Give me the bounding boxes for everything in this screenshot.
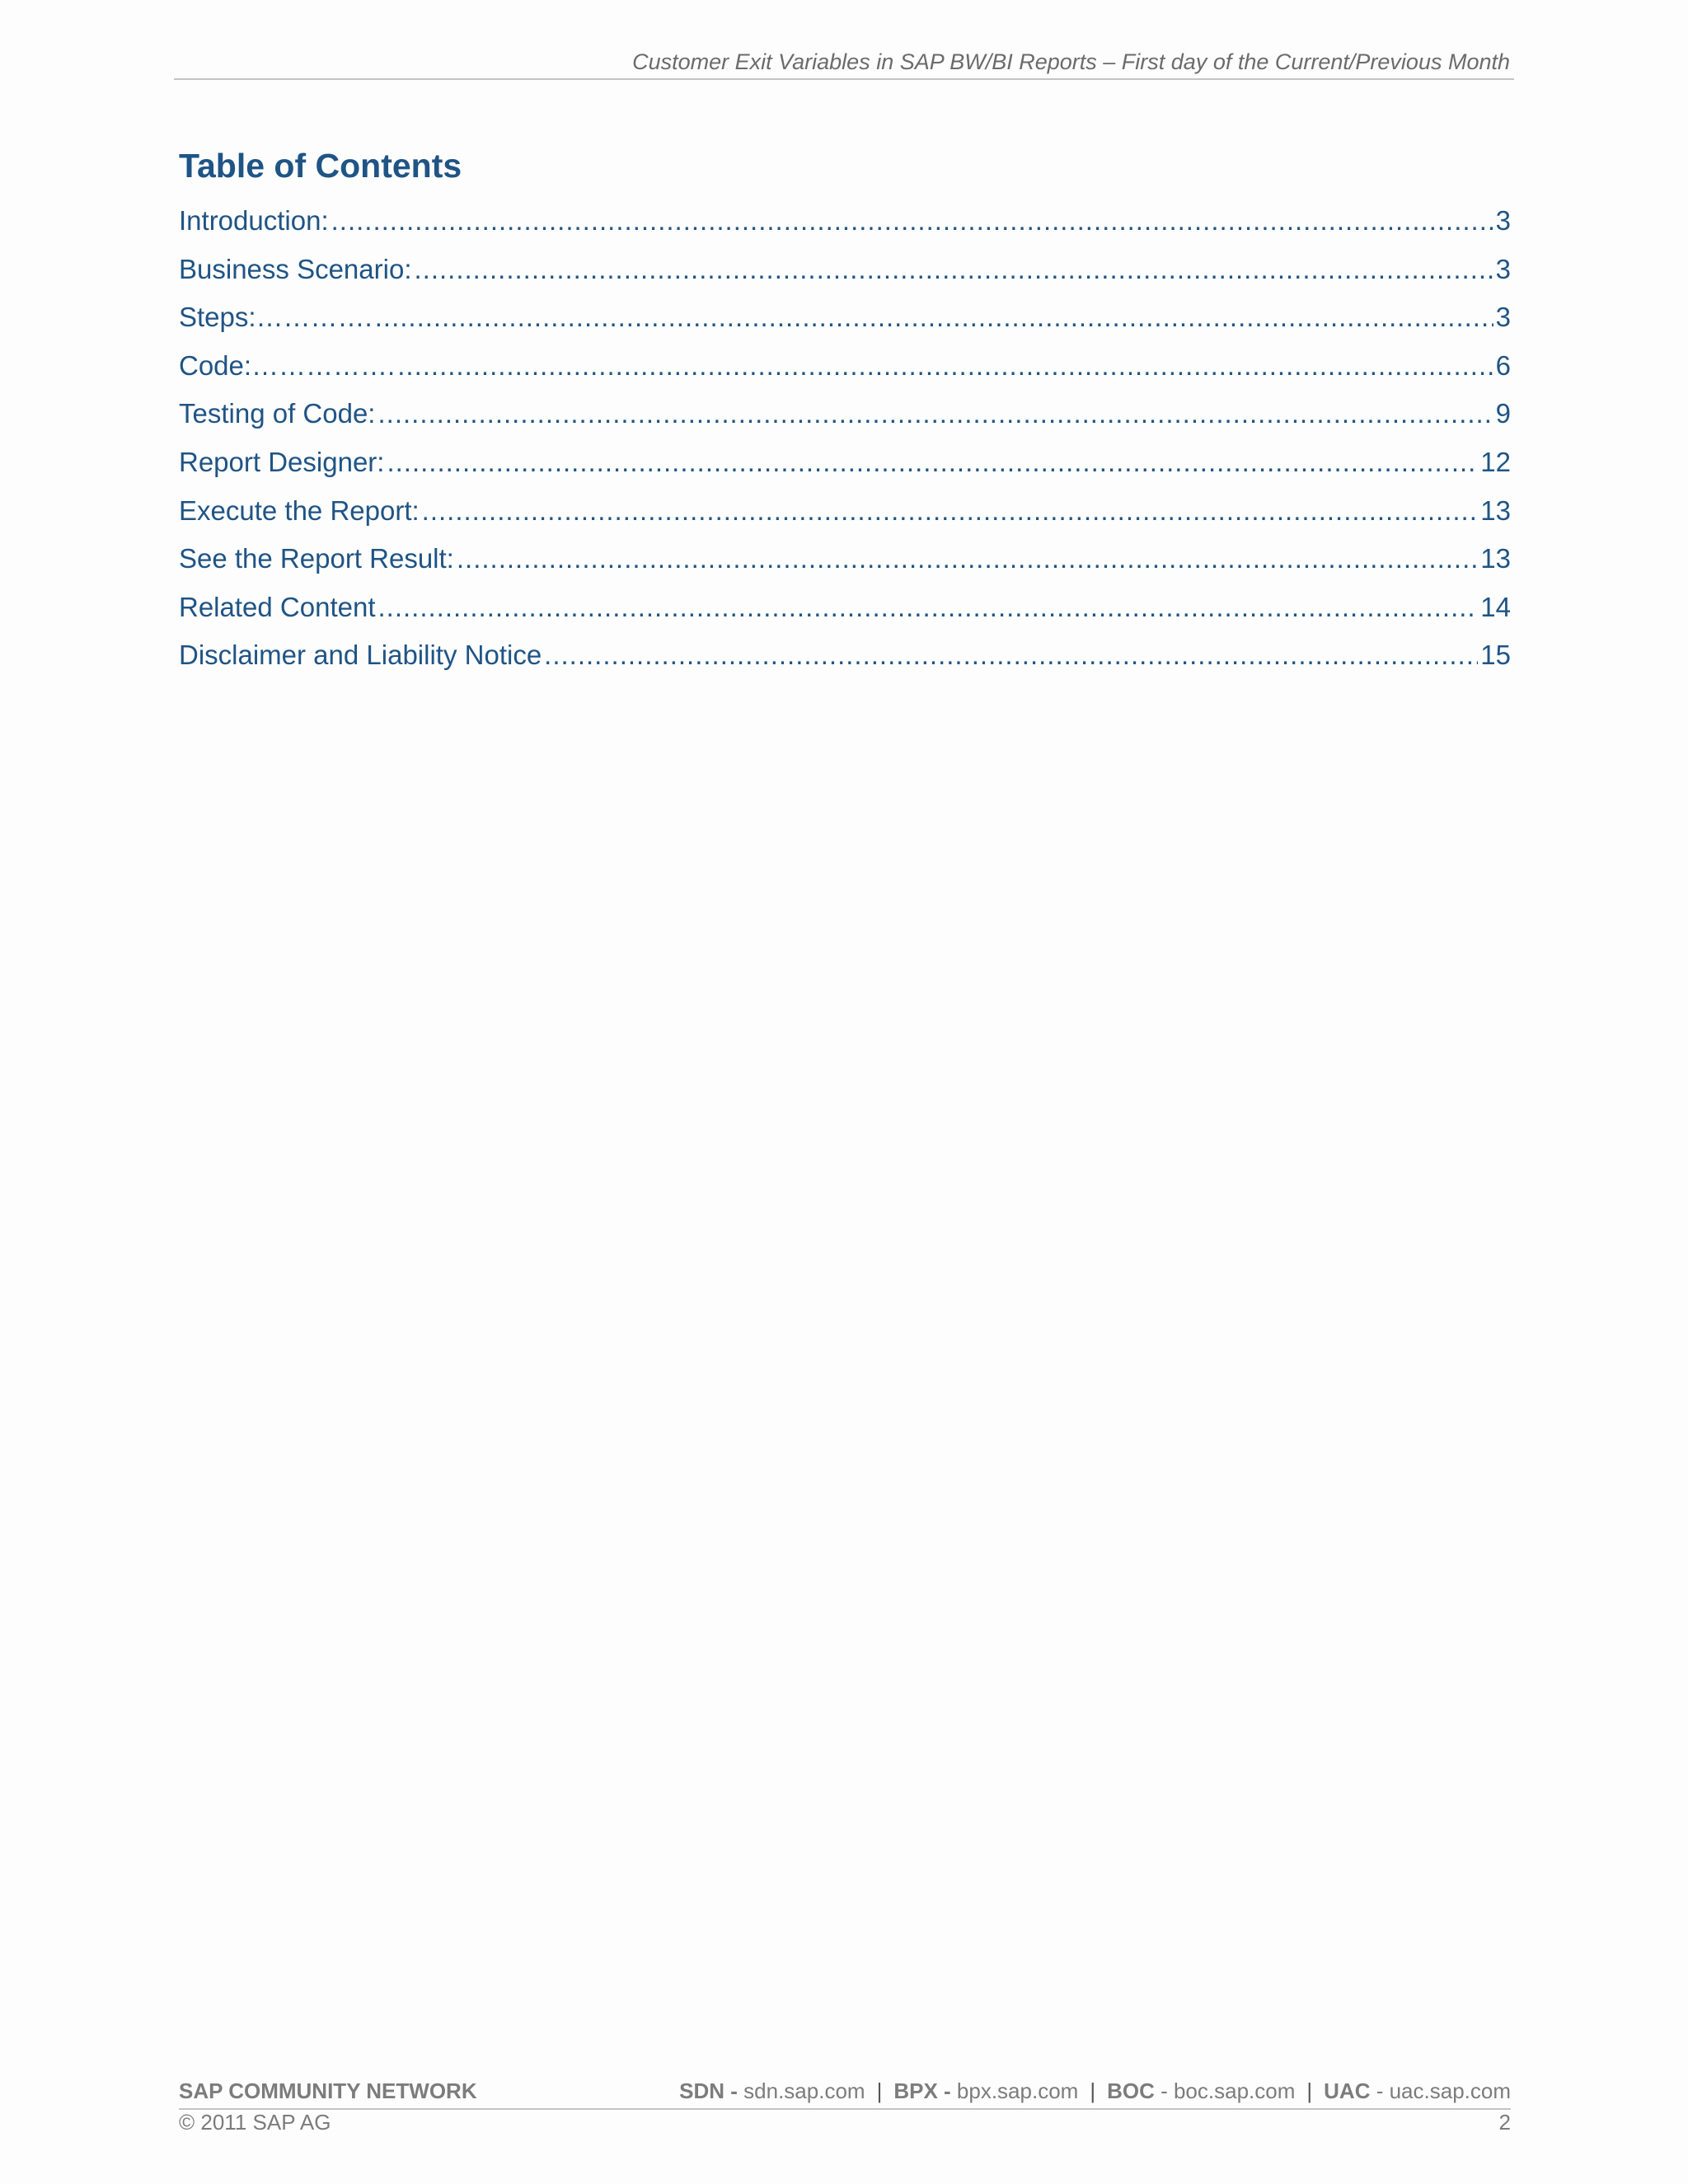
toc-entry-label: Code:……………. bbox=[179, 349, 396, 381]
footer-separator: | bbox=[1090, 2079, 1096, 2103]
toc-entry-page: 3 bbox=[1495, 302, 1511, 333]
toc-leader-dots bbox=[378, 592, 1479, 623]
footer-link-boc[interactable]: BOC - boc.sap.com bbox=[1107, 2079, 1296, 2103]
footer-link-abbr: BOC bbox=[1107, 2079, 1155, 2103]
toc-entry-label: See the Report Result: bbox=[179, 543, 454, 574]
toc-leader-dots bbox=[397, 350, 1493, 382]
header-title: Customer Exit Variables in SAP BW/BI Reports – First day of the Current/Previous Month bbox=[632, 49, 1510, 74]
toc-leader-dots bbox=[375, 302, 1493, 333]
toc-entry-steps[interactable] bbox=[179, 302, 1511, 350]
toc-entry-label: Business Scenario: bbox=[179, 253, 412, 284]
footer-link-url: boc.sap.com bbox=[1173, 2079, 1296, 2103]
footer-link-url: bpx.sap.com bbox=[956, 2079, 1079, 2103]
toc-entry-page: 15 bbox=[1480, 640, 1511, 671]
toc-entry-label: Execute the Report: bbox=[179, 494, 420, 526]
toc-entry-label: Testing of Code: bbox=[179, 398, 376, 429]
toc-entry-page: 3 bbox=[1495, 253, 1511, 284]
footer-link-abbr: UAC bbox=[1324, 2079, 1371, 2103]
footer-bottom bbox=[179, 2108, 1511, 2138]
toc-leader-dots bbox=[457, 543, 1478, 574]
toc-entry-business-scenario[interactable] bbox=[179, 254, 1511, 302]
toc-entry-label: Introduction: bbox=[179, 205, 329, 236]
footer-link-url: uac.sap.com bbox=[1389, 2079, 1511, 2103]
toc-leader-dots bbox=[414, 254, 1493, 285]
footer-network-name: SAP COMMUNITY NETWORK bbox=[179, 2079, 477, 2103]
toc-entry-label: Report Designer: bbox=[179, 446, 385, 477]
footer-separator: | bbox=[1306, 2079, 1313, 2103]
toc-entry-page: 13 bbox=[1480, 543, 1511, 574]
page-header bbox=[174, 46, 1514, 80]
toc-entry-label: Steps:…………. bbox=[179, 302, 373, 333]
footer-link-abbr: BPX bbox=[893, 2079, 938, 2103]
footer-link-bpx[interactable]: BPX - bpx.sap.com bbox=[893, 2079, 1079, 2103]
toc-entry-page: 9 bbox=[1495, 398, 1511, 429]
page-footer bbox=[179, 2075, 1511, 2110]
toc-entry-testing-of-code[interactable] bbox=[179, 398, 1511, 447]
toc-leader-dots bbox=[377, 398, 1493, 429]
footer-separator: | bbox=[876, 2079, 883, 2103]
toc-entry-label: Disclaimer and Liability Notice bbox=[179, 640, 542, 671]
footer-link-abbr: SDN bbox=[679, 2079, 725, 2103]
toc-title: Table of Contents bbox=[179, 147, 462, 185]
toc-leader-dots bbox=[544, 640, 1478, 671]
toc-entry-related-content[interactable] bbox=[179, 592, 1511, 640]
copyright-notice: © 2011 SAP AG bbox=[179, 2110, 331, 2135]
toc-entry-page: 14 bbox=[1480, 591, 1511, 622]
toc-leader-dots bbox=[387, 447, 1478, 478]
footer-link-sdn[interactable]: SDN - sdn.sap.com bbox=[679, 2079, 865, 2103]
toc-entry-page: 13 bbox=[1480, 494, 1511, 526]
toc-entry-page: 6 bbox=[1495, 349, 1511, 381]
footer-links bbox=[679, 2079, 1511, 2104]
toc-list bbox=[179, 205, 1511, 688]
page-number: 2 bbox=[1498, 2110, 1511, 2135]
footer-link-uac[interactable]: UAC - uac.sap.com bbox=[1324, 2079, 1511, 2103]
toc-leader-dots bbox=[331, 205, 1493, 237]
toc-entry-introduction[interactable] bbox=[179, 205, 1511, 254]
toc-entry-code[interactable] bbox=[179, 350, 1511, 399]
toc-leader-dots bbox=[422, 495, 1479, 527]
toc-entry-label: Related Content bbox=[179, 591, 376, 622]
toc-entry-see-the-report-result[interactable] bbox=[179, 543, 1511, 592]
footer-link-url: sdn.sap.com bbox=[743, 2079, 865, 2103]
toc-entry-execute-the-report[interactable] bbox=[179, 495, 1511, 544]
toc-entry-report-designer[interactable] bbox=[179, 447, 1511, 495]
toc-entry-page: 3 bbox=[1495, 205, 1511, 236]
toc-entry-disclaimer[interactable] bbox=[179, 640, 1511, 688]
toc-entry-page: 12 bbox=[1480, 446, 1511, 477]
